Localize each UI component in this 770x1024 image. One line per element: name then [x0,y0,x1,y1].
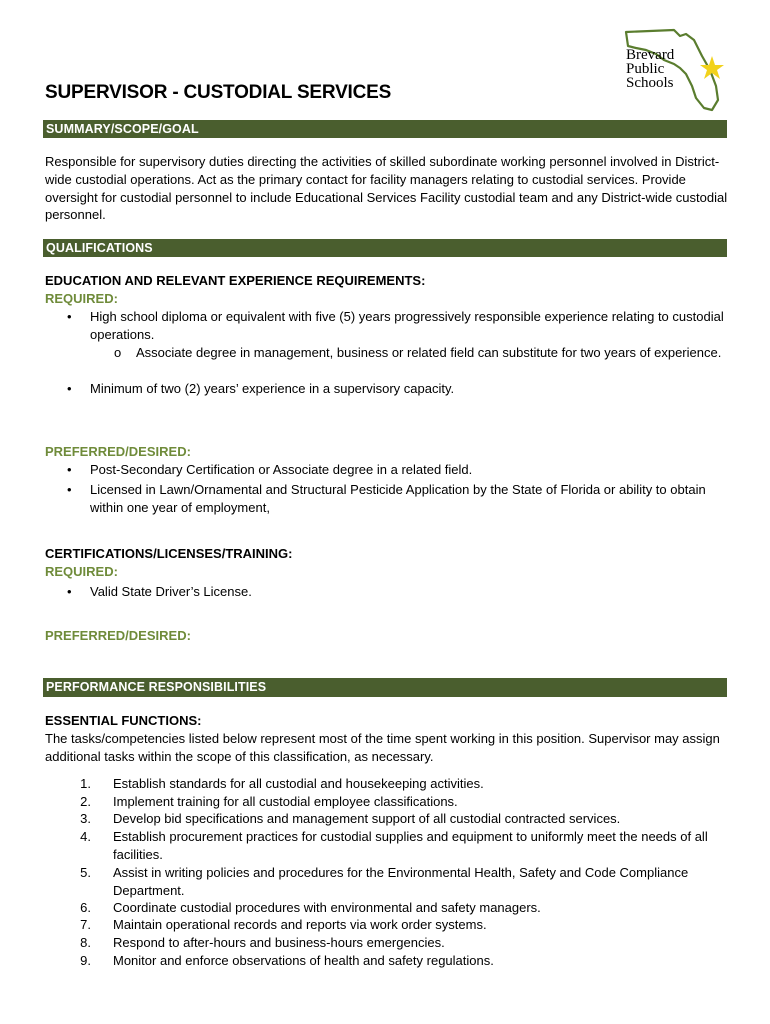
item-text: Coordinate custodial procedures with environmental and safety managers. [113,900,541,915]
item-number: 9. [80,953,91,968]
essential-functions-heading: ESSENTIAL FUNCTIONS: [45,713,202,728]
preferred-label: PREFERRED/DESIRED: [45,444,191,459]
bullet-icon: • [67,309,72,324]
summary-text: Responsible for supervisory duties directing the activities of skilled subordinate working personnel involved in District-wide custodial operations. Act as the primary contact for facility managers relating to custodial services. Provide oversight for custodial personnel to include Educational Services Facility custodial team and any District-wide custodial personnel. [45,154,728,223]
numbered-item [80,828,728,863]
list-item [114,344,726,362]
bullet-icon: • [67,482,72,497]
numbered-item [80,810,728,828]
item-number: 6. [80,900,91,915]
item-number: 2. [80,794,91,809]
bullet-icon: • [67,381,72,396]
item-number: 5. [80,865,91,880]
list-item [67,481,730,517]
list-item-text: High school diploma or equivalent with five (5) years progressively responsible experience relating to custodial operations. [90,309,724,342]
section-bar-summary: SUMMARY/SCOPE/GOAL [43,120,727,138]
section-bar-qualifications: QUALIFICATIONS [43,239,727,257]
item-text: Establish procurement practices for custodial supplies and equipment to uniformly meet the needs of all facilities. [113,829,708,862]
item-text: Develop bid specifications and management support of all custodial contracted services. [113,811,621,826]
list-item-text: Minimum of two (2) years’ experience in a supervisory capacity. [90,381,455,396]
item-number: 4. [80,829,91,844]
item-number: 3. [80,811,91,826]
numbered-item [80,934,728,952]
certifications-heading: CERTIFICATIONS/LICENSES/TRAINING: [45,546,293,561]
item-number: 7. [80,917,91,932]
list-item-text: Licensed in Lawn/Ornamental and Structural Pesticide Application by the State of Florida or ability to obtain within one year of employment, [90,482,706,515]
brevard-public-schools-logo [616,28,728,112]
list-item-text: Valid State Driver’s License. [90,584,252,599]
item-text: Monitor and enforce observations of health and safety regulations. [113,953,494,968]
required-label: REQUIRED: [45,291,118,306]
numbered-item [80,864,728,899]
logo-line: Public [626,61,665,77]
page-title: SUPERVISOR - CUSTODIAL SERVICES [45,82,392,103]
logo-line: Schools [626,75,674,91]
section-bar-performance: PERFORMANCE RESPONSIBILITIES [43,678,727,697]
list-item-text: Associate degree in management, business or related field can substitute for two years of experience. [136,345,722,360]
item-text: Respond to after-hours and business-hours emergencies. [113,935,445,950]
item-text: Establish standards for all custodial and housekeeping activities. [113,776,484,791]
list-item [67,461,730,479]
list-item [67,380,730,398]
item-number: 1. [80,776,91,791]
item-number: 8. [80,935,91,950]
cert-preferred-label: PREFERRED/DESIRED: [45,628,191,643]
list-item [67,308,730,344]
item-text: Assist in writing policies and procedures for the Environmental Health, Safety and Code Compliance Department. [113,865,689,898]
list-item [67,583,730,601]
numbered-item [80,899,728,917]
circle-bullet-icon: o [114,345,122,360]
bullet-icon: • [67,584,72,599]
cert-required-label: REQUIRED: [45,564,118,579]
numbered-item [80,952,728,970]
logo-line: Brevard [626,47,675,63]
numbered-item [80,775,728,793]
numbered-item [80,916,728,934]
education-heading: EDUCATION AND RELEVANT EXPERIENCE REQUIREMENTS: [45,273,426,288]
logo-wordmark [626,48,674,90]
item-text: Maintain operational records and reports via work order systems. [113,917,487,932]
item-text: Implement training for all custodial employee classifications. [113,794,458,809]
essential-intro: The tasks/competencies listed below represent most of the time spent working in this position. Supervisor may assign additional tasks within the scope of this classification, as necessary. [45,731,720,764]
list-item-text: Post-Secondary Certification or Associate degree in a related field. [90,462,473,477]
numbered-item [80,793,728,811]
bullet-icon: • [67,462,72,477]
